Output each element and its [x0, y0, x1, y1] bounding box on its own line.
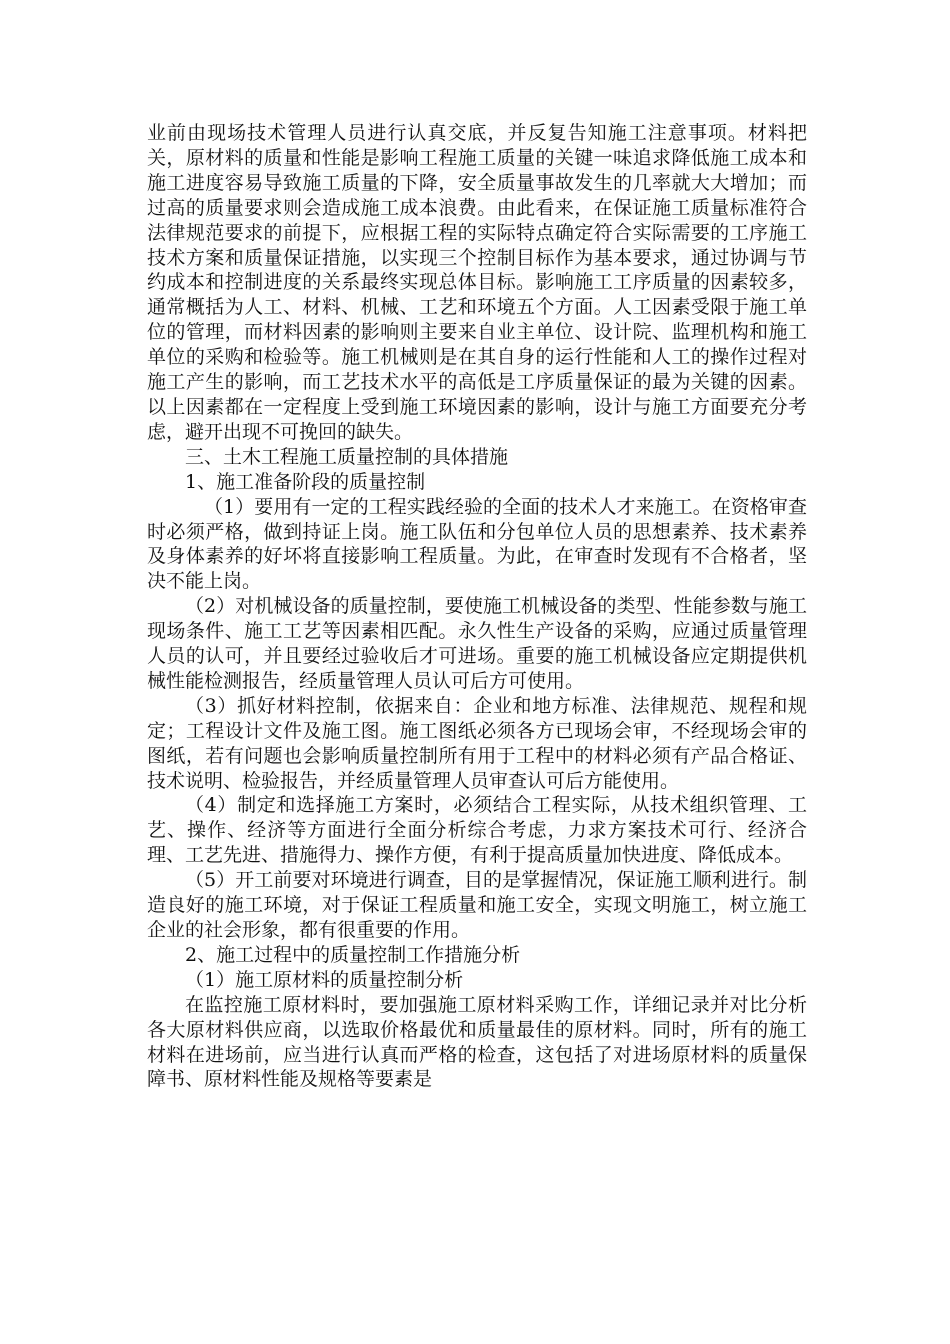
paragraph-raw-material-monitoring: 在监控施工原材料时，要加强施工原材料采购工作，详细记录并对比分析各大原材料供应商，以选取价格最优和质量最佳的原材料。同时，所有的施工材料在进场前，应当进行认真而严格的检查，这包括了对进场原材料的质量保障书、原材料性能及规格等要素是 [147, 993, 807, 1091]
list-item-4-plan: （4）制定和选择施工方案时，必须结合工程实际，从技术组织管理、工艺、操作、经济等方面进行全面分析综合考虑，力求方案技术可行、经济合理、工艺先进、措施得力、操作方便，有利于提高质量加快进度、降低成本。 [147, 794, 807, 867]
list-item-1-personnel: （1）要用有一定的工程实践经验的全面的技术人才来施工。在资格审查时必须严格，做到持证上岗。施工队伍和分包单位人员的思想素养、技术素养及身体素养的好坏将直接影响工程质量。为此，在审查时发现有不合格者，坚决不能上岗。 [147, 495, 807, 593]
paragraph-quality-factors: 业前由现场技术管理人员进行认真交底，并反复告知施工注意事项。材料把关，原材料的质量和性能是影响工程施工质量的关键一味追求降低施工成本和施工进度容易导致施工质量的下降，安全质量事故发生的几率就大大增加；而过高的质量要求则会造成施工成本浪费。由此看来，在保证施工质量标准符合法律规范要求的前提下，应根据工程的实际特点确定符合实际需要的工序施工技术方案和质量保证措施，以实现三个控制目标作为基本要求，通过协调与节约成本和控制进度的关系最终实现总体目标。影响施工工序质量的因素较多，通常概括为人工、材料、机械、工艺和环境五个方面。人工因素受限于施工单位的管理，而材料因素的影响则主要来自业主单位、设计院、监理机构和施工单位的采购和检验等。施工机械则是在其自身的运行性能和人工的操作过程对施工产生的影响，而工艺技术水平的高低是工序质量保证的最为关键的因素。以上因素都在一定程度上受到施工环境因素的影响，设计与施工方面要充分考虑，避开出现不可挽回的缺失。 [147, 122, 807, 443]
document-body [147, 121, 807, 1092]
list-item-5-environment: （5）开工前要对环境进行调查，目的是掌握情况，保证施工顺利进行。制造良好的施工环境，对于保证工程质量和施工安全，实现文明施工，树立施工企业的社会形象，都有很重要的作用。 [147, 869, 807, 941]
list-item-3-materials: （3）抓好材料控制，依据来自：企业和地方标准、法律规范、规程和规定；工程设计文件及施工图。施工图纸必须各方已现场会审，不经现场会审的图纸，若有问题也会影响质量控制所有用于工程中的材料必须有产品合格证、技术说明、检验报告，并经质量管理人员审查认可后方能使用。 [147, 694, 807, 792]
sub-item-1-raw-materials: （1）施工原材料的质量控制分析 [185, 968, 464, 991]
subsection-heading-preparation: 1、施工准备阶段的质量控制 [185, 470, 426, 493]
subsection-heading-process: 2、施工过程中的质量控制工作措施分析 [185, 943, 521, 966]
list-item-2-machinery: （2）对机械设备的质量控制，要使施工机械设备的类型、性能参数与施工现场条件、施工工艺等因素相匹配。永久性生产设备的采购，应通过质量管理人员的认可，并且要经过验收后才可进场。重要的施工机械设备应定期提供机械性能检测报告，经质量管理人员认可后方可使用。 [147, 595, 807, 692]
section-heading-3: 三、土木工程施工质量控制的具体措施 [185, 445, 509, 468]
